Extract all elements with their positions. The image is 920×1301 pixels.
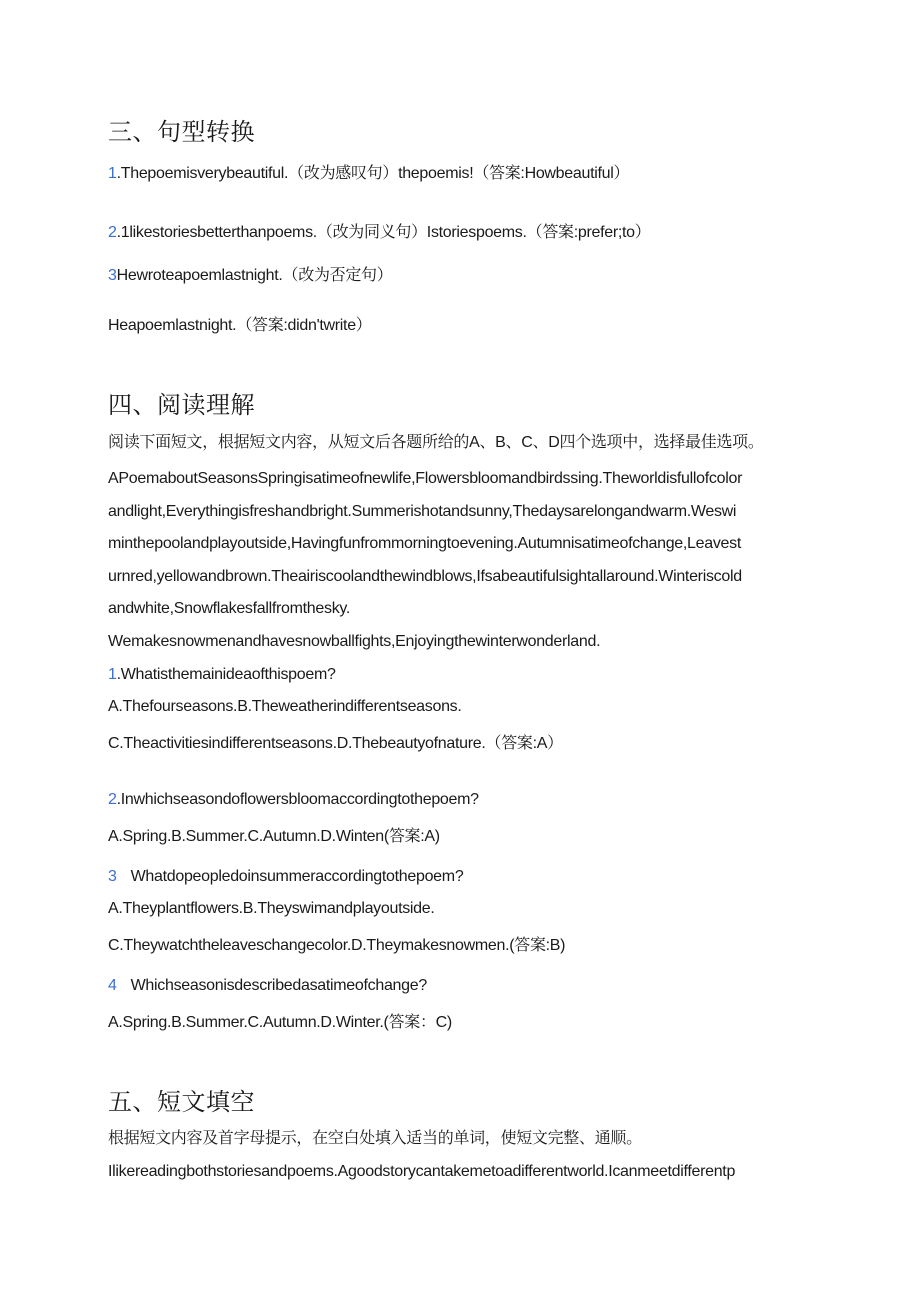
passage-line: APoemaboutSeasonsSpringisatimeofnewlife,Flowersbloomandbirdssing.Theworldisfullofcolor bbox=[108, 470, 743, 487]
question-text: .Whatisthemainideaofthispoem? bbox=[116, 666, 336, 683]
section-5-heading: 五、短文填空 bbox=[108, 1089, 255, 1116]
question-3-options-a-b: A.Theyplantflowers.B.Theyswimandplayoutside. bbox=[108, 900, 435, 917]
question-number: 2 bbox=[108, 791, 117, 808]
question-3 bbox=[108, 867, 463, 887]
passage-line: minthepoolandplayoutside,Havingfunfrommorningtoevening.Autumnisatimeofchange,Leavest bbox=[108, 535, 741, 552]
question-text: Whichseasonisdescribedasatimeofchange? bbox=[130, 977, 427, 994]
passage-line: Wemakesnowmenandhavesnowballfights,Enjoyingthewinterwonderland. bbox=[108, 633, 601, 650]
section-3-heading: 三、句型转换 bbox=[108, 119, 255, 146]
passage-line: urnred,yellowandbrown.Theairiscoolandthewindblows,Ifsabeautifulsightallaround.Winteriscold bbox=[108, 568, 742, 585]
item-number: 2 bbox=[108, 224, 117, 241]
s3-item-1 bbox=[108, 164, 629, 184]
passage-line: andwhite,Snowflakesfallfromthesky. bbox=[108, 600, 351, 617]
question-2 bbox=[108, 790, 479, 810]
s4-instruction: 阅读下面短文，根据短文内容，从短文后各题所给的A、B、C、D四个选项中，选择最佳选项。 bbox=[108, 434, 764, 451]
question-3-options-c-d: C.Theywatchtheleaveschangecolor.D.Theymakesnowmen.(答案:B) bbox=[108, 937, 566, 954]
question-2-options: A.Spring.B.Summer.C.Autumn.D.Winten(答案:A) bbox=[108, 828, 440, 845]
s5-passage-line: Ilikereadingbothstoriesandpoems.Agoodstorycantakemetoadifferentworld.Icanmeetdifferentp bbox=[108, 1163, 736, 1180]
question-1-options-c-d: C.Theactivitiesindifferentseasons.D.Thebeautyofnature.（答案:A） bbox=[108, 735, 563, 752]
question-text: .Inwhichseasondoflowersbloomaccordingtothepoem? bbox=[116, 791, 479, 808]
section-4-heading: 四、阅读理解 bbox=[108, 392, 255, 419]
item-text: .1likestoriesbetterthanpoems.（改为同义句）Istoriespoems.（答案:prefer;to） bbox=[116, 224, 651, 241]
s3-item-3-continuation: Heapoemlastnight.（答案:didn'twrite） bbox=[108, 317, 372, 334]
s3-item-3 bbox=[108, 266, 392, 286]
item-text: .Thepoemisverybeautiful.（改为感叹句）thepoemis!（答案:Howbeautiful） bbox=[116, 165, 630, 182]
item-text: Hewroteapoemlastnight.（改为否定句） bbox=[116, 267, 393, 284]
question-4 bbox=[108, 976, 427, 996]
s5-instruction: 根据短文内容及首字母提示，在空白处填入适当的单词，使短文完整、通顺。 bbox=[108, 1130, 642, 1147]
question-number: 4 bbox=[108, 977, 117, 994]
question-number: 1 bbox=[108, 666, 117, 683]
question-1 bbox=[108, 665, 336, 685]
item-number: 3 bbox=[108, 267, 117, 284]
question-4-options: A.Spring.B.Summer.C.Autumn.D.Winter.(答案：C) bbox=[108, 1014, 452, 1031]
passage-line: andlight,Everythingisfreshandbright.Summerishotandsunny,Thedaysarelongandwarm.Weswi bbox=[108, 503, 737, 520]
question-number: 3 bbox=[108, 868, 117, 885]
s3-item-2 bbox=[108, 223, 650, 243]
item-number: 1 bbox=[108, 165, 117, 182]
question-text: Whatdopeopledoinsummeraccordingtothepoem? bbox=[130, 868, 464, 885]
question-1-options-a-b: A.Thefourseasons.B.Theweatherindifferentseasons. bbox=[108, 698, 462, 715]
